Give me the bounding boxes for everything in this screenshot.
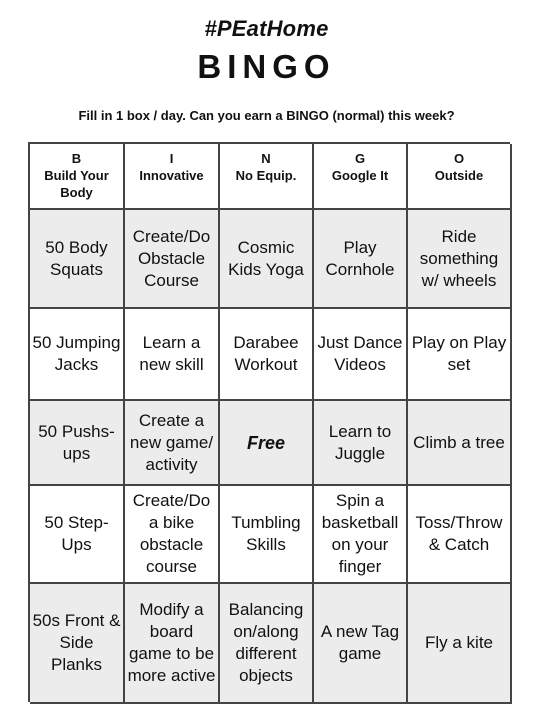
free-square[interactable]: Free (220, 401, 314, 486)
column-letter: B (71, 151, 82, 166)
bingo-square[interactable]: Balancing on/along different objects (220, 584, 314, 704)
column-label: Google It (331, 168, 389, 183)
column-label: No Equip. (235, 168, 297, 183)
column-letter: N (261, 151, 271, 166)
bingo-square[interactable]: Create/Do a bike obstacle course (125, 486, 220, 584)
column-header-n (220, 144, 314, 210)
bingo-square[interactable]: Modify a board game to be more active (125, 584, 220, 704)
bingo-square[interactable]: Spin a basketball on your finger (314, 486, 408, 584)
column-header-i (125, 144, 220, 210)
bingo-square[interactable]: Ride something w/ wheels (408, 210, 512, 309)
bingo-square[interactable]: 50s Front & Side Planks (30, 584, 125, 704)
bingo-square[interactable]: 50 Pushs-ups (30, 401, 125, 486)
bingo-square[interactable]: A new Tag game (314, 584, 408, 704)
bingo-square[interactable]: 50 Jumping Jacks (30, 309, 125, 401)
bingo-square[interactable]: Play on Play set (408, 309, 512, 401)
bingo-square[interactable]: Climb a tree (408, 401, 512, 486)
bingo-square[interactable]: Just Dance Videos (314, 309, 408, 401)
column-header-g (314, 144, 408, 210)
bingo-square[interactable]: Create/Do Obstacle Course (125, 210, 220, 309)
column-label: Innovative (139, 168, 204, 183)
bingo-square[interactable]: Tumbling Skills (220, 486, 314, 584)
bingo-square[interactable]: 50 Step-Ups (30, 486, 125, 584)
bingo-square[interactable]: Fly a kite (408, 584, 512, 704)
column-letter: G (354, 151, 366, 166)
bingo-square[interactable]: Play Cornhole (314, 210, 408, 309)
bingo-card (28, 142, 510, 702)
hashtag-title: #PEatHome (204, 16, 329, 41)
bingo-square[interactable]: Darabee Workout (220, 309, 314, 401)
column-letter: O (453, 151, 465, 166)
column-label: Build Your Body (44, 168, 109, 200)
column-letter: I (169, 151, 174, 166)
column-header-o (408, 144, 512, 210)
bingo-square[interactable]: Learn to Juggle (314, 401, 408, 486)
bingo-square[interactable]: Create a new game/ activity (125, 401, 220, 486)
bingo-square[interactable]: Learn a new skill (125, 309, 220, 401)
bingo-title: BINGO (197, 48, 336, 85)
column-label: Outside (434, 168, 484, 183)
bingo-square[interactable]: Toss/Throw & Catch (408, 486, 512, 584)
bingo-square[interactable]: Cosmic Kids Yoga (220, 210, 314, 309)
instructions-text: Fill in 1 box / day. Can you earn a BINGO (normal) this week? (78, 108, 455, 123)
column-header-b (30, 144, 125, 210)
bingo-square[interactable]: 50 Body Squats (30, 210, 125, 309)
